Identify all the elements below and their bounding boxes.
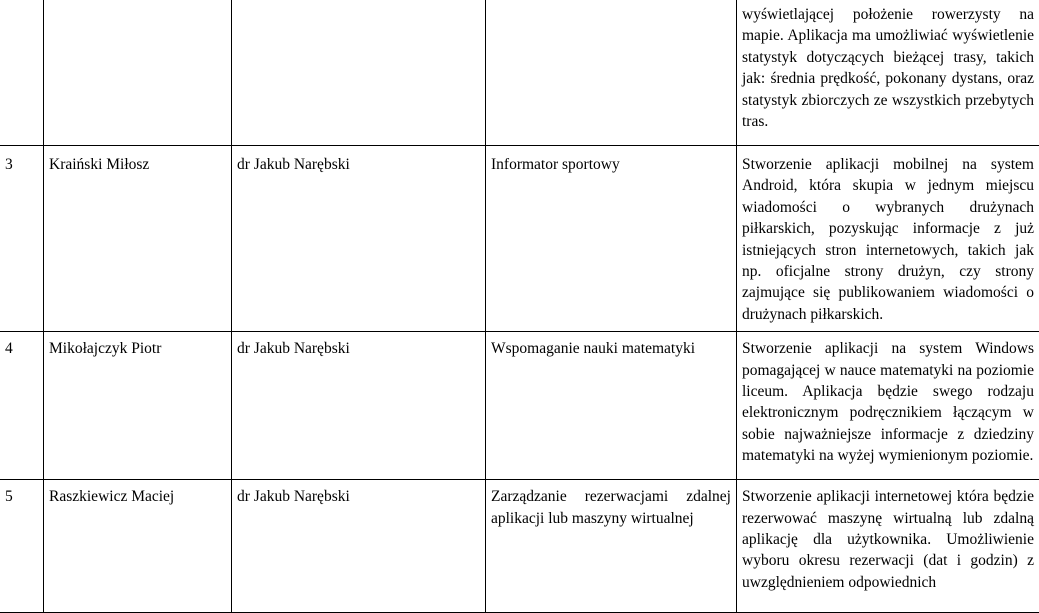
supervisor-name: dr Jakub Narębski bbox=[237, 156, 350, 173]
title-cell bbox=[486, 480, 737, 613]
table-row bbox=[0, 480, 1039, 613]
supervisor-cell bbox=[232, 332, 486, 480]
student-name: Raszkiewicz Maciej bbox=[49, 486, 226, 507]
description-cell bbox=[737, 480, 1039, 613]
title-cell bbox=[486, 332, 737, 480]
title-cell bbox=[486, 146, 737, 332]
row-number-cell bbox=[0, 0, 44, 146]
thesis-description: wyświetlającej położenie rowerzysty na mapie. Aplikacja ma umożliwiać wyświetlenie statystyk dotyczących bieżącej trasy, takich jak: średnia prędkość, pokonany dystans, oraz statystyk zbiorczych ze wszystkich przebytych tras. bbox=[742, 4, 1034, 132]
supervisor-name: dr Jakub Narębski bbox=[237, 488, 350, 505]
thesis-title: Zarządzanie rezerwacjami zdalnej aplikacji lub maszyny wirtualnej bbox=[491, 486, 731, 529]
student-cell bbox=[44, 480, 232, 613]
row-number-cell bbox=[0, 332, 44, 480]
student-cell bbox=[44, 0, 232, 146]
thesis-description: Stworzenie aplikacji mobilnej na system Android, która skupia w jednym miejscu wiadomości o wybranych drużynach piłkarskich, pozyskując informacje z już istniejących stron internetowych, takich jak np. oficjalne strony drużyn, czy strony zajmujące się publikowaniem wiadomości o drużynach piłkarskich. bbox=[742, 154, 1034, 325]
student-cell bbox=[44, 332, 232, 480]
table-row bbox=[0, 0, 1039, 146]
student-cell bbox=[44, 146, 232, 332]
row-number-cell bbox=[0, 146, 44, 332]
thesis-title: Informator sportowy bbox=[491, 154, 731, 175]
description-cell bbox=[737, 332, 1039, 480]
row-number: 3 bbox=[5, 154, 38, 175]
row-number: 5 bbox=[5, 486, 38, 507]
student-name: Kraiński Miłosz bbox=[49, 154, 226, 175]
table-row bbox=[0, 332, 1039, 480]
row-number-cell bbox=[0, 480, 44, 613]
supervisor-name: dr Jakub Narębski bbox=[237, 340, 350, 357]
title-cell bbox=[486, 0, 737, 146]
table-row bbox=[0, 146, 1039, 332]
description-cell bbox=[737, 146, 1039, 332]
student-name: Mikołajczyk Piotr bbox=[49, 338, 226, 359]
thesis-title: Wspomaganie nauki matematyki bbox=[491, 338, 731, 359]
thesis-description: Stworzenie aplikacji na system Windows pomagającej w nauce matematyki na poziomie liceum. Aplikacja będzie swego rodzaju elektronicznym podręcznikiem łączącym w sobie najważniejsze informacje z dziedziny matematyki na wyżej wymienionym poziomie. bbox=[742, 338, 1034, 466]
supervisor-cell bbox=[232, 480, 486, 613]
thesis-description: Stworzenie aplikacji internetowej która będzie rezerwować maszynę wirtualną lub zdalną aplikację dla użytkownika. Umożliwienie wyboru okresu rezerwacji (dat i godzin) z uwzględnieniem odpowiednich bbox=[742, 486, 1034, 593]
row-number: 4 bbox=[5, 338, 38, 359]
supervisor-cell bbox=[232, 0, 486, 146]
description-cell bbox=[737, 0, 1039, 146]
supervisor-cell bbox=[232, 146, 486, 332]
